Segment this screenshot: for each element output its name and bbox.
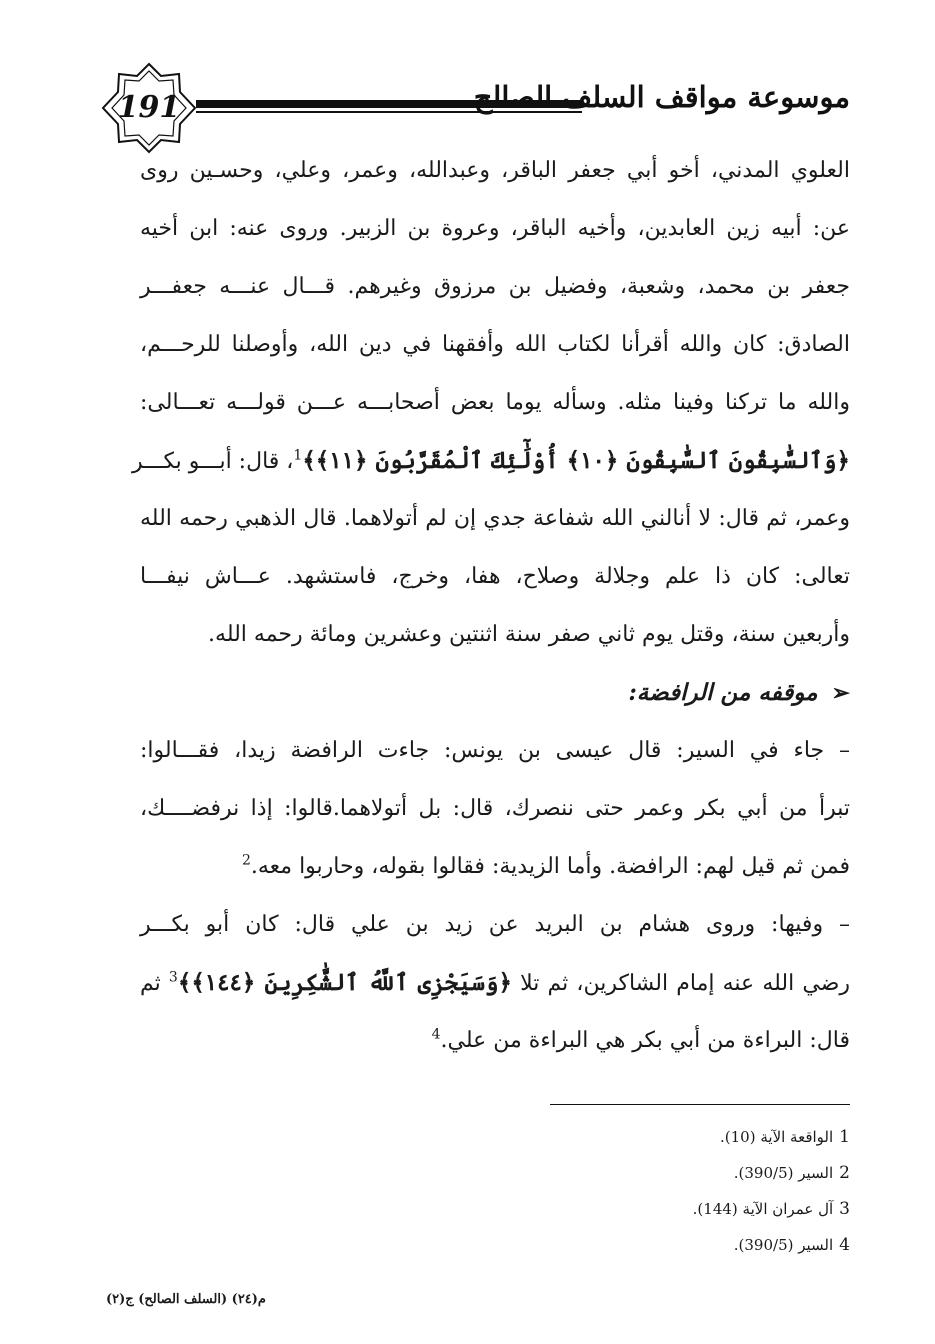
page-header (98, 62, 850, 154)
text-line: – جاء في السير: قال عيسى بن يونس: جاءت الرافضة زيدا، فقـــالوا: (140, 738, 850, 763)
text-segment: ثم (140, 971, 169, 996)
text-line: عن: أبيه زين العابدين، وأخيه الباقر، وعروة بن الزبير. وروى عنه: ابن أخيه (140, 216, 850, 241)
text-line (140, 1012, 850, 1070)
text-line: وعمر، ثم قال: لا أنالني الله شفاعة جدي إن لم أتولاهما. قال الذهبي رحمه الله (140, 506, 850, 531)
footnote-text: السير (390/5). (733, 1236, 834, 1254)
footnote-reference: 1 (293, 447, 303, 464)
page-number: 191 (117, 90, 181, 125)
footnote-number: 3 (839, 1199, 850, 1219)
footnote-item (350, 1191, 850, 1227)
footnote-reference: 2 (241, 852, 251, 869)
text-line: جعفر بن محمد، وشعبة، وفضيل بن مرزوق وغيرهم. قـــال عنـــه جعفـــر (140, 274, 850, 299)
footnote-item (350, 1119, 850, 1155)
text-line: الصادق: كان والله أقرأنا لكتاب الله وأفقهنا في دين الله، وأوصلنا للرحـــم، (140, 332, 850, 357)
footnote-text: السير (390/5). (733, 1164, 834, 1182)
footnote-item (350, 1227, 850, 1263)
footnote-separator (550, 1104, 850, 1105)
footnote-number: 1 (839, 1127, 850, 1147)
quran-verse-line (140, 954, 850, 1012)
quran-verse: ﴿وَسَيَجْزِى ٱللَّهُ ٱلشَّٰكِرِينَ ﴿١٤٤﴾﴾ (177, 969, 512, 996)
footnote-number: 4 (839, 1235, 850, 1255)
footnote-reference: 4 (431, 1026, 441, 1043)
section-heading (140, 664, 850, 722)
text-line: – وفيها: وروى هشام بن البريد عن زيد بن علي قال: كان أبو بكـــر (140, 912, 850, 937)
text-segment: فمن ثم قيل لهم: الرافضة. وأما الزيدية: فقالوا بقوله، وحاربوا معه. (250, 854, 850, 879)
footer-signature-mark: م(٢٤) (السلف الصالح) ج(٢) (106, 1292, 266, 1307)
footnote-text: الواقعة الآية (10). (720, 1128, 834, 1146)
text-segment: رضي الله عنه إمام الشاكرين، ثم تلا (511, 971, 850, 996)
text-line: تبرأ من أبي بكر وعمر حتى ننصرك، قال: بل أتولاهما.قالوا: إذا نرفضــــك، (140, 796, 850, 821)
arrow-bullet-icon: ➢ (831, 680, 850, 706)
book-title: موسوعة مواقف السلف الصالح (473, 80, 850, 114)
footnotes (350, 1119, 850, 1263)
quran-verse-line (132, 432, 850, 490)
text-segment: ، قال: أبـــو بكـــر (132, 449, 294, 474)
text-line (140, 838, 850, 896)
footnote-reference: 3 (168, 969, 178, 986)
text-line: تعالى: كان ذا علم وجلالة وصلاح، هفا، وخرج، فاستشهد. عـــاش نيفـــا (140, 564, 850, 589)
text-line: والله ما تركنا وفينا مثله. وسأله يوما بعض أصحابـــه عـــن قولـــه تعـــالى: (140, 390, 850, 415)
quran-verse: ﴿وَٱلسَّٰبِقُونَ ٱلسَّٰبِقُونَ ﴿١٠﴾ أُوْلَٰٓئِكَ ٱلْمُقَرَّبُونَ ﴿١١﴾﴾ (302, 447, 850, 474)
footnote-text: آل عمران الآية (144). (692, 1200, 834, 1218)
main-text (132, 142, 850, 1070)
section-heading-text: موقفه من الرافضة: (628, 679, 818, 706)
footnote-number: 2 (839, 1163, 850, 1183)
footnote-item (350, 1155, 850, 1191)
text-line: وأربعين سنة، وقتل يوم ثاني صفر سنة اثنتين وعشرين ومائة رحمه الله. (208, 622, 850, 647)
text-segment: قال: البراءة من أبي بكر هي البراءة من علي. (440, 1028, 850, 1053)
text-line: العلوي المدني، أخو أبي جعفر الباقر، وعبدالله، وعمر، وعلي، وحسـين روى (140, 158, 850, 183)
